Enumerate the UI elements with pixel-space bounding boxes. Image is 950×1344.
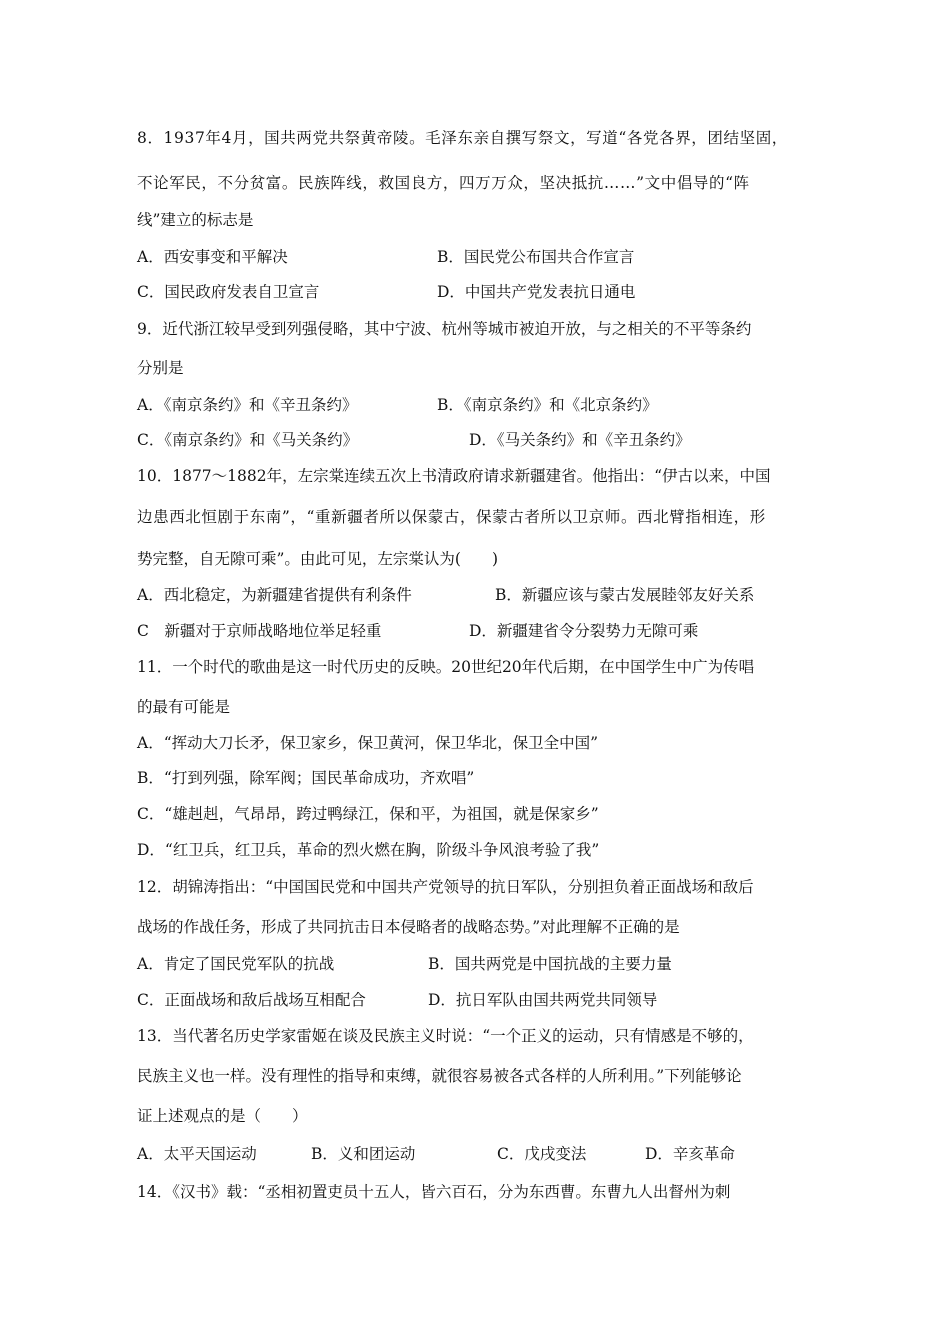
q9-option-d: D．《马关条约》和《辛丑条约》	[469, 431, 691, 449]
q13-option-c: C．戊戌变法	[497, 1145, 587, 1163]
q11-option-b: B．“打到列强，除军阀；国民革命成功，齐欢唱”	[137, 769, 475, 787]
q11-stem-line-2: 的最有可能是	[137, 698, 231, 716]
q10-option-d: D．新疆建省令分裂势力无隙可乘	[469, 622, 699, 640]
q10-option-a: A．西北稳定，为新疆建省提供有利条件	[137, 586, 412, 604]
q13-option-d: D．辛亥革命	[645, 1145, 735, 1163]
q9-stem-line-2: 分别是	[137, 359, 184, 377]
q10-option-b: B．新疆应该与蒙古发展睦邻友好关系	[495, 586, 755, 604]
q11-option-c: C．“雄赳赳，气昂昂，跨过鸭绿江，保和平，为祖国，就是保家乡”	[137, 805, 599, 823]
q12-stem-line-1: 12．胡锦涛指出：“中国国民党和中国共产党领导的抗日军队，分别担负着正面战场和敌后	[137, 878, 754, 896]
q8-stem-line-1: 8．1937年4月，国共两党共祭黄帝陵。毛泽东亲自撰写祭文，写道“各党各界，团结坚固，	[137, 129, 788, 147]
q12-option-c: C．正面战场和敌后战场互相配合	[137, 991, 366, 1009]
q14-stem-line-1: 14．《汉书》载：“丞相初置吏员十五人，皆六百石，分为东西曹。东曹九人出督州为刺	[137, 1183, 731, 1201]
q13-option-a: A．太平天国运动	[137, 1145, 257, 1163]
q8-option-a: A．西安事变和平解决	[137, 248, 288, 266]
q9-option-a: A．《南京条约》和《辛丑条约》	[137, 396, 358, 414]
q9-option-c: C．《南京条约》和《马关条约》	[137, 431, 359, 449]
q10-option-c: C 新疆对于京师战略地位举足轻重	[137, 622, 382, 640]
q11-stem-line-1: 11．一个时代的歌曲是这一时代历史的反映。20世纪20年代后期，在中国学生中广为传唱	[137, 658, 755, 676]
q11-option-a: A．“挥动大刀长矛，保卫家乡，保卫黄河，保卫华北，保卫全中国”	[137, 734, 599, 752]
q12-option-d: D．抗日军队由国共两党共同领导	[428, 991, 658, 1009]
q12-option-b: B．国共两党是中国抗战的主要力量	[428, 955, 672, 973]
q8-stem-line-2: 不论军民，不分贫富。民族阵线，救国良方，四万万众，坚决抵抗……”文中倡导的“阵	[137, 174, 750, 192]
q13-option-b: B．义和团运动	[311, 1145, 416, 1163]
q13-stem-line-2: 民族主义也一样。没有理性的指导和束缚，就很容易被各式各样的人所利用。”下列能够论	[137, 1067, 742, 1085]
q9-stem-line-1: 9．近代浙江较早受到列强侵略，其中宁波、杭州等城市被迫开放，与之相关的不平等条约	[137, 320, 752, 338]
q9-option-b: B．《南京条约》和《北京条约》	[437, 396, 658, 414]
q12-option-a: A．肯定了国民党军队的抗战	[137, 955, 335, 973]
q8-option-b: B．国民党公布国共合作宣言	[437, 248, 635, 266]
q8-option-d: D．中国共产党发表抗日通电	[437, 283, 636, 301]
q13-stem-line-3: 证上述观点的是（ ）	[137, 1107, 308, 1125]
q10-stem-line-2: 边患西北恒剧于东南”，“重新疆者所以保蒙古，保蒙古者所以卫京师。西北臂指相连，形	[137, 508, 766, 526]
q10-stem-line-3: 势完整，自无隙可乘”。由此可见，左宗棠认为( )	[137, 550, 499, 568]
q10-stem-line-1: 10．1877～1882年，左宗棠连续五次上书清政府请求新疆建省。他指出：“伊古以来，中国	[137, 467, 771, 485]
q8-option-c: C．国民政府发表自卫宣言	[137, 283, 320, 301]
q13-stem-line-1: 13．当代著名历史学家雷姬在谈及民族主义时说：“一个正义的运动，只有情感是不够的，	[137, 1027, 754, 1045]
q8-stem-line-3: 线”建立的标志是	[137, 211, 254, 229]
q11-option-d: D．“红卫兵，红卫兵，革命的烈火燃在胸，阶级斗争风浪考验了我”	[137, 841, 600, 859]
q12-stem-line-2: 战场的作战任务，形成了共同抗击日本侵略者的战略态势。”对此理解不正确的是	[137, 918, 680, 936]
